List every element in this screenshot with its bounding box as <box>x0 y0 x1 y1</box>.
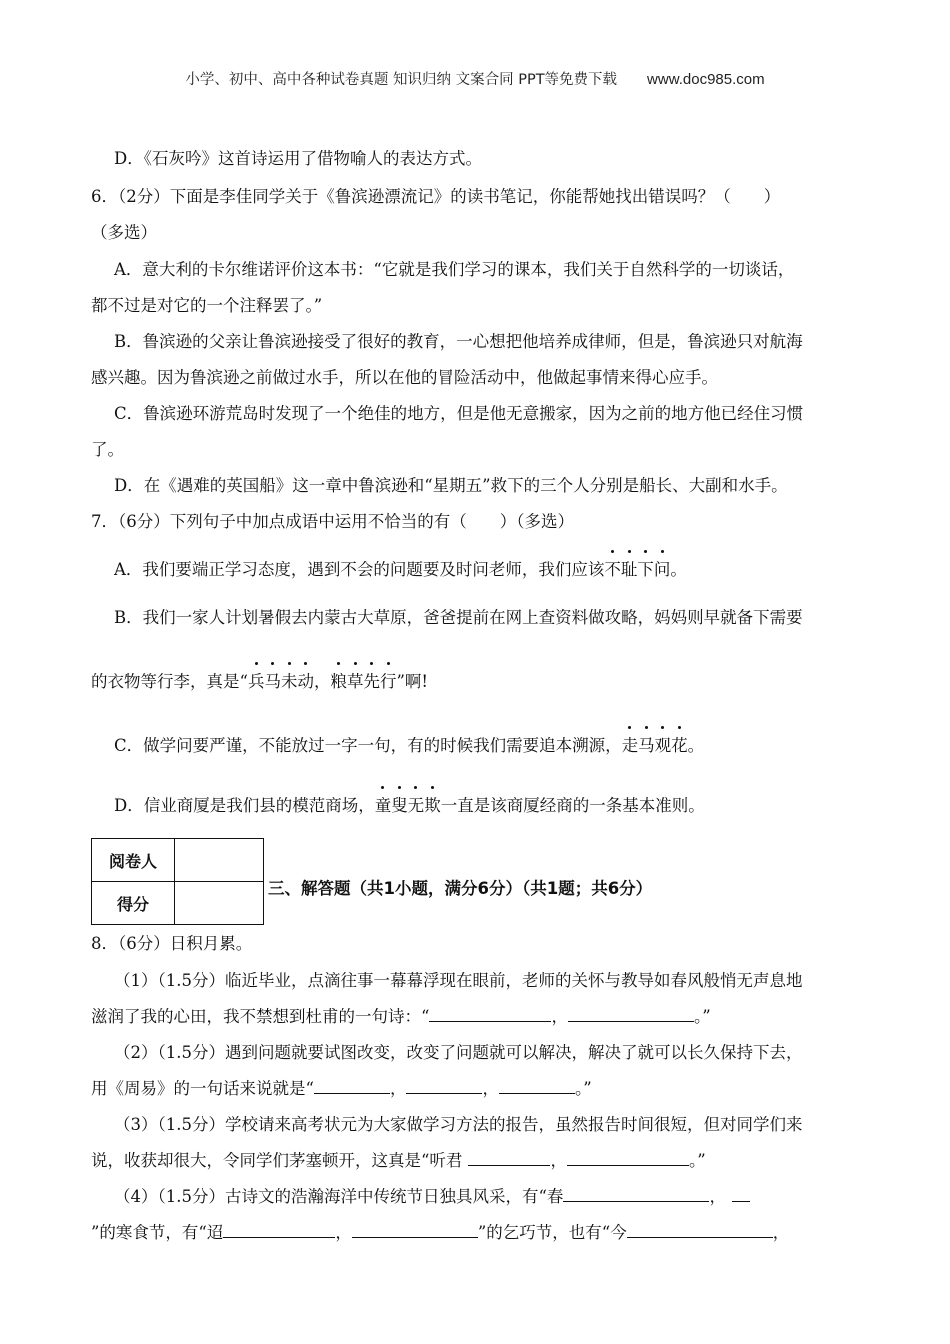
q8-part4-line2 <box>91 1219 789 1243</box>
q8-part3-line2 <box>91 1147 706 1171</box>
score-table <box>91 838 264 925</box>
q6-option-c-line2: 了。 <box>91 440 124 459</box>
q8-part1-line2 <box>91 1003 711 1027</box>
q6-option-a-line2: 都不过是对它的一个注释罢了。” <box>91 296 323 315</box>
q7-b-end: ”啊! <box>396 672 429 691</box>
answer-blank[interactable] <box>567 1149 689 1166</box>
q8-part2-line2 <box>91 1075 592 1099</box>
answer-blank[interactable] <box>627 1221 773 1238</box>
q8-p1-sep: ， <box>551 1007 568 1026</box>
dotted-char: 先 <box>363 668 380 692</box>
dotted-char: 粮 <box>330 668 347 692</box>
q8-p4-sep2: ， <box>335 1223 352 1242</box>
q7-option-d <box>114 792 705 816</box>
q8-p2-sep1: ， <box>389 1079 407 1098</box>
page-header <box>0 68 950 89</box>
dotted-char: 动 <box>297 668 314 692</box>
q8-stem: 8．（6分）日积月累。 <box>91 934 253 953</box>
answer-blank[interactable] <box>314 1077 390 1094</box>
dotted-char: 问 <box>654 556 671 580</box>
q7-c-idiom <box>622 736 688 755</box>
q7-option-b-line2 <box>91 668 428 692</box>
reviewer-cell[interactable] <box>175 839 264 882</box>
q8-p2-text: 用《周易》的一句话来说就是“ <box>91 1079 314 1098</box>
score-label: 得分 <box>92 882 175 925</box>
dotted-char: 行 <box>380 668 397 692</box>
dotted-char: 马 <box>638 732 655 756</box>
q7-a-idiom <box>604 560 670 579</box>
answer-blank[interactable] <box>732 1185 750 1202</box>
q7-option-b-line1: B．我们一家人计划暑假去内蒙古大草原，爸爸提前在网上查资料做攻略，妈妈则早就备下需要 <box>114 608 803 627</box>
q8-p4-end: ， <box>772 1223 790 1242</box>
dotted-char: 未 <box>281 668 298 692</box>
q7-c-text: C．做学问要严谨，不能放过一字一句，有的时候我们需要追本溯源， <box>114 736 622 755</box>
dotted-char: 下 <box>637 556 654 580</box>
q7-option-a <box>114 556 687 580</box>
q8-p1-end: 。” <box>693 1007 711 1026</box>
dotted-char: 欺 <box>424 792 441 816</box>
q6-option-a-line1: A．意大利的卡尔维诺评价这本书：“它就是我们学习的课本，我们关于自然科学的一切谈话， <box>114 260 795 279</box>
q8-part3-line1: （3）（1.5分）学校请来高考状元为大家做学习方法的报告，虽然报告时间很短，但对同学们来 <box>114 1115 803 1134</box>
q7-d-end: 一直是该商厦经商的一条基本准则。 <box>440 796 705 815</box>
q6-option-b-line2: 感兴趣。因为鲁滨逊之前做过水手，所以在他的冒险活动中，他做起事情来得心应手。 <box>91 368 718 387</box>
q8-part2-line1: （2）（1.5分）遇到问题就要试图改变，改变了问题就可以解决，解决了就可以长久保持下去， <box>114 1043 803 1062</box>
dotted-char: 兵 <box>248 668 265 692</box>
q8-part1-line1: （1）（1.5分）临近毕业，点滴往事一幕幕浮现在眼前，老师的关怀与教导如春风般悄无声息地 <box>114 971 803 990</box>
q6-option-b-line1: B．鲁滨逊的父亲让鲁滨逊接受了很好的教育，一心想把他培养成律师，但是，鲁滨逊只对航海 <box>114 332 803 351</box>
q5-option-d: D．《石灰吟》这首诗运用了借物喻人的表达方式。 <box>114 149 482 168</box>
q8-p4-text2: ”的寒食节，有“迢 <box>91 1223 224 1242</box>
q6-option-c-line1: C．鲁滨逊环游荒岛时发现了一个绝佳的地方，但是他无意搬家，因为之前的地方他已经住习惯 <box>114 404 804 423</box>
q8-part4-line1 <box>114 1183 750 1207</box>
q6-stem-multi: （多选） <box>91 223 157 242</box>
q6-option-d: D．在《遇难的英国船》这一章中鲁滨逊和“星期五”救下的三个人分别是船长、大副和水手。 <box>114 476 788 495</box>
q7-c-end: 。 <box>687 736 705 755</box>
header-text: 小学、初中、高中各种试卷真题 知识归纳 文案合同 PPT等免费下载 <box>185 72 618 88</box>
answer-blank[interactable] <box>429 1005 551 1022</box>
dotted-char: 童 <box>375 792 392 816</box>
section-3-title: 三、解答题（共1小题，满分6分）（共1题；共6分） <box>268 879 653 898</box>
dotted-char: 叟 <box>391 792 408 816</box>
q8-p3-sep: ， <box>550 1151 567 1170</box>
answer-blank[interactable] <box>563 1185 709 1202</box>
q8-p2-sep2: ， <box>482 1079 499 1098</box>
q7-b-idiom2 <box>330 672 396 691</box>
dotted-char: 无 <box>408 792 425 816</box>
answer-blank[interactable] <box>223 1221 335 1238</box>
answer-blank[interactable] <box>468 1149 550 1166</box>
q8-p4-text3: ”的乞巧节，也有“今 <box>477 1223 627 1242</box>
dotted-char: 草 <box>347 668 364 692</box>
dotted-char: 观 <box>655 732 672 756</box>
dotted-char: 耻 <box>621 556 638 580</box>
q8-p3-text: 说，收获却很大，令同学们茅塞顿开，这真是“听君 <box>91 1151 463 1170</box>
q8-p1-text: 滋润了我的心田，我不禁想到杜甫的一句诗：“ <box>91 1007 430 1026</box>
dotted-char: 马 <box>264 668 281 692</box>
answer-blank[interactable] <box>406 1077 482 1094</box>
q7-b-idiom1 <box>248 672 314 691</box>
q7-a-text: A．我们要端正学习态度，遇到不会的问题要及时问老师，我们应该 <box>114 560 605 579</box>
q7-d-idiom <box>375 796 441 815</box>
q7-b-text: 的衣物等行李，真是“ <box>91 672 248 691</box>
answer-blank[interactable] <box>352 1221 478 1238</box>
q8-p2-end: 。” <box>574 1079 592 1098</box>
q8-p4-text: （4）（1.5分）古诗文的浩瀚海洋中传统节日独具风采，有“春 <box>114 1187 564 1206</box>
q7-b-comma: ， <box>313 672 331 691</box>
q7-option-c <box>114 732 704 756</box>
q6-stem: 6．（2分）下面是李佳同学关于《鲁滨逊漂流记》的读书笔记，你能帮她找出错误吗？（ ） <box>91 187 781 206</box>
q7-d-text: D．信业商厦是我们县的模范商场， <box>114 796 375 815</box>
q7-stem: 7．（6分）下列句子中加点成语中运用不恰当的有（ ）（多选） <box>91 512 574 531</box>
q7-a-end: 。 <box>670 560 687 579</box>
dotted-char: 花 <box>671 732 688 756</box>
header-site: www.doc985.com <box>647 71 765 88</box>
reviewer-label: 阅卷人 <box>92 839 175 882</box>
answer-blank[interactable] <box>568 1005 694 1022</box>
score-cell[interactable] <box>175 882 264 925</box>
dotted-char: 走 <box>622 732 639 756</box>
answer-blank[interactable] <box>499 1077 575 1094</box>
q8-p4-sep: ， <box>709 1187 726 1206</box>
dotted-char: 不 <box>604 556 621 580</box>
q8-p3-end: 。” <box>688 1151 706 1170</box>
